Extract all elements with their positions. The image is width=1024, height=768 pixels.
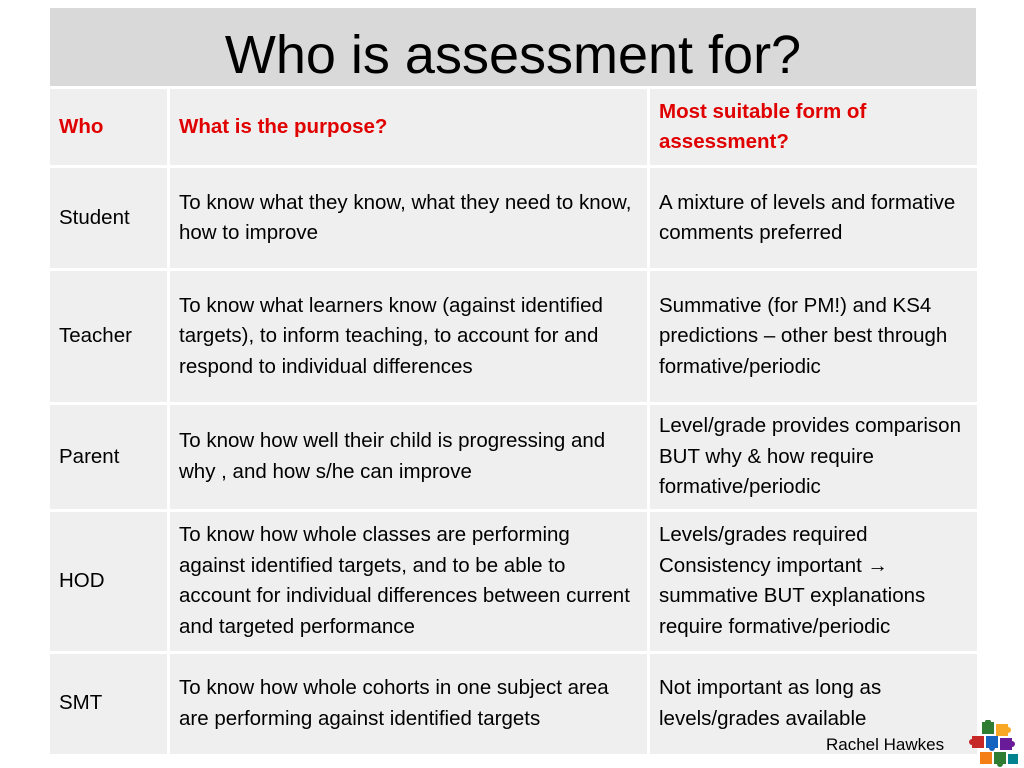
slide-title: Who is assessment for? bbox=[224, 25, 802, 85]
form-line: summative BUT explanations require formative/periodic bbox=[659, 584, 926, 638]
cell-purpose: To know what learners know (against identified targets), to inform teaching, to account for and respond to individual differences bbox=[170, 271, 647, 402]
cell-who: HOD bbox=[50, 512, 167, 651]
cell-form: Not important as long as levels/grades available bbox=[650, 654, 977, 754]
cell-who: Parent bbox=[50, 405, 167, 509]
cell-purpose: To know how whole cohorts in one subject area are performing against identified targets bbox=[170, 654, 647, 754]
header-who: Who bbox=[50, 89, 167, 165]
cell-form: A mixture of levels and formative comments preferred bbox=[650, 168, 977, 268]
header-purpose: What is the purpose? bbox=[170, 89, 647, 165]
table-row bbox=[50, 168, 977, 268]
cell-purpose: To know what they know, what they need to know, how to improve bbox=[170, 168, 647, 268]
cell-who: SMT bbox=[50, 654, 167, 754]
header-form: Most suitable form of assessment? bbox=[650, 89, 977, 165]
table-row bbox=[50, 512, 977, 651]
cell-form bbox=[650, 512, 977, 651]
cell-form: Summative (for PM!) and KS4 predictions – other best through formative/periodic bbox=[650, 271, 977, 402]
form-line: Consistency important → bbox=[659, 553, 889, 577]
puzzle-pieces-icon bbox=[968, 720, 1020, 768]
table-row bbox=[50, 271, 977, 402]
cell-purpose: To know how whole classes are performing against identified targets, and to be able to account for individual differences between current and targeted performance bbox=[170, 512, 647, 651]
cell-who: Teacher bbox=[50, 271, 167, 402]
assessment-table bbox=[47, 86, 980, 757]
author-credit: Rachel Hawkes bbox=[826, 735, 945, 754]
header-row bbox=[50, 89, 977, 165]
cell-purpose: To know how well their child is progressing and why , and how s/he can improve bbox=[170, 405, 647, 509]
cell-form: Level/grade provides comparison BUT why & how require formative/periodic bbox=[650, 405, 977, 509]
form-line: Levels/grades required bbox=[659, 523, 868, 546]
cell-who: Student bbox=[50, 168, 167, 268]
table-row bbox=[50, 405, 977, 509]
